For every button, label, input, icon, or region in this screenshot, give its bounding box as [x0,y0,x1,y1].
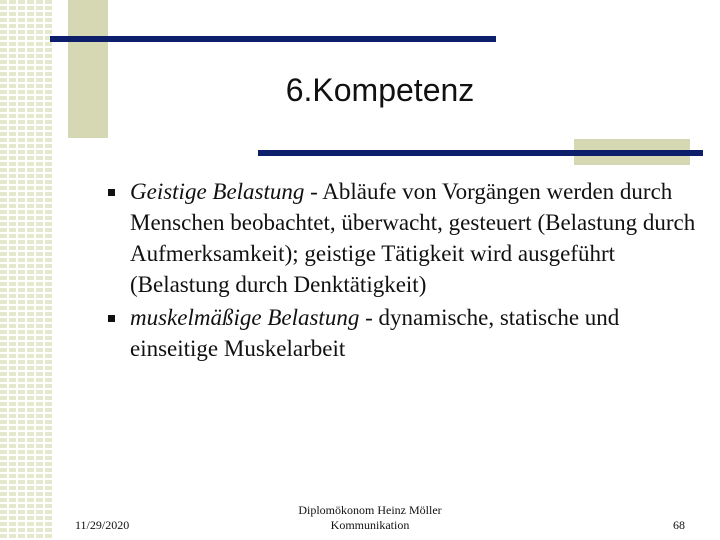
square-bullet-icon [108,315,115,322]
bullet-item-muskel [100,302,700,364]
page-number: 68 [673,518,685,532]
bullet-item-geistige [100,176,700,300]
bullet-term: muskelmäßige Belastung [130,305,360,330]
footer-author: Diplomökonom Heinz Möller [298,503,442,517]
decorative-block-top [68,0,108,138]
decorative-rule-bottom [258,150,703,156]
decorative-rule-top [50,36,496,42]
footer-subject: Kommunikation [330,518,410,532]
bullet-description: - dynamische, statische und einseitige Muskelarbeit [130,305,620,361]
bullet-text [130,176,700,300]
decorative-stripe-pattern [0,0,52,540]
bullet-term: Geistige Belastung [130,179,305,204]
slide-title: 6.Kompetenz [285,72,475,108]
bullet-description: - Abläufe von Vorgängen werden durch Menschen beobachtet, überwacht, gesteuert (Belastung durch Aufmerksamkeit); geistige Tätigkeit wird ausgeführt (Belastung durch Denktätigkeit) [130,179,696,297]
footer-date: 11/29/2020 [75,518,130,532]
bullet-text [130,302,700,364]
footer-author-block [260,503,480,533]
square-bullet-icon [108,189,115,196]
bullet-list [100,176,700,366]
